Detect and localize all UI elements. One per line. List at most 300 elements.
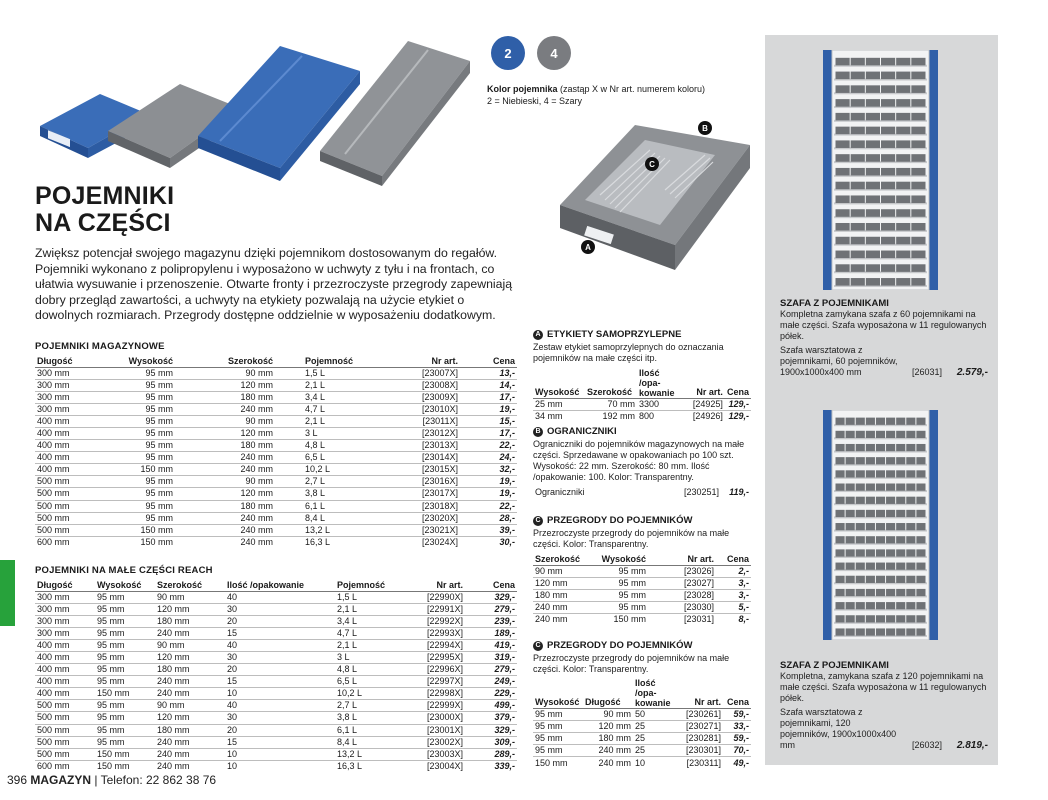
cell: 400 mm (35, 452, 105, 464)
cell: 4,8 L (275, 440, 365, 452)
dividers-section-1 (533, 515, 753, 625)
col-header: Nr art. (400, 579, 465, 591)
cell: 95 mm (95, 651, 155, 663)
cell: 95 mm (95, 712, 155, 724)
col-header: Cena (465, 579, 517, 591)
cell: 3,4 L (335, 615, 400, 627)
cell: 500 mm (35, 476, 105, 488)
cell: 150 mm (105, 464, 175, 476)
letter-c-icon: C (533, 641, 543, 651)
letter-c-icon: C (533, 516, 543, 526)
cell: 3 L (275, 427, 365, 439)
cell: 180 mm (175, 391, 275, 403)
cell: [23024X] (365, 536, 460, 548)
table-row (35, 536, 517, 548)
col-header: Długość (583, 678, 633, 709)
cell: 25 (633, 733, 681, 745)
price: 19,- (460, 476, 517, 488)
cell: 500 mm (35, 700, 95, 712)
cell: Ograniczniki (535, 486, 585, 497)
price: 19,- (460, 488, 517, 500)
price: 419,- (465, 639, 517, 651)
cell: 4,7 L (275, 403, 365, 415)
table-row (35, 700, 517, 712)
cell: 500 mm (35, 524, 105, 536)
cell: 300 mm (35, 627, 95, 639)
cell: 150 mm (95, 688, 155, 700)
cell: 10,2 L (335, 688, 400, 700)
price: 33,- (723, 721, 751, 733)
cell: [22990X] (400, 591, 465, 603)
cell: [22995X] (400, 651, 465, 663)
table-row (35, 415, 517, 427)
col-header: Nr art. (648, 553, 716, 565)
col-header-line: Ilość /opa- (635, 678, 657, 698)
cell: [23014X] (365, 452, 460, 464)
color-note-codes: 2 = Niebieski, 4 = Szary (487, 96, 583, 106)
table-row (35, 712, 517, 724)
price: 379,- (465, 712, 517, 724)
dividers-heading-2 (533, 640, 753, 651)
price: 279,- (465, 664, 517, 676)
price: 119,- (729, 486, 749, 497)
cell: 240 mm (175, 403, 275, 415)
cell: 40 (225, 591, 335, 603)
cell: 240 mm (533, 601, 588, 613)
cell: 95 mm (95, 700, 155, 712)
cell: 2,7 L (275, 476, 365, 488)
cell: 500 mm (35, 488, 105, 500)
cell: 3,4 L (275, 391, 365, 403)
cell: 120 mm (155, 651, 225, 663)
price: 22,- (460, 440, 517, 452)
price: 49,- (723, 757, 751, 769)
col-header-line: Ilość /opa- (638, 368, 661, 388)
col-header: Wysokość (588, 553, 648, 565)
cell: 25 (633, 721, 681, 733)
cabinet-2-info (780, 660, 990, 751)
title-line-1: POJEMNIKI (35, 182, 175, 210)
cell: [230251] (683, 486, 719, 497)
cell: 90 mm (583, 709, 633, 721)
price: 24,- (460, 452, 517, 464)
cell: 8,4 L (335, 736, 400, 748)
price: 3,- (716, 577, 751, 589)
cell: [23016X] (365, 476, 460, 488)
price: 229,- (465, 688, 517, 700)
labels-section (533, 329, 753, 423)
cell: 95 mm (95, 615, 155, 627)
dividers-heading-1 (533, 515, 753, 526)
cell: [22997X] (400, 676, 465, 688)
table-row (35, 627, 517, 639)
price: 339,- (465, 760, 517, 772)
stoppers-table (533, 486, 751, 498)
cell: 15 (225, 736, 335, 748)
bin-with-parts-image (555, 120, 755, 280)
table-row (533, 601, 751, 613)
price: 319,- (465, 651, 517, 663)
cell: [23010X] (365, 403, 460, 415)
cabinet-1-desc: Kompletna zamykana szafa z 60 pojemnikami na małe części. Szafa wyposażona w 11 regulowanych półek. (780, 309, 987, 341)
col-header: Długość (35, 355, 105, 367)
table-row (533, 486, 751, 498)
cell: [230261] (681, 709, 723, 721)
price: 59,- (723, 709, 751, 721)
dividers-table-1 (533, 553, 751, 625)
cabinet-1-art: [26031] (911, 367, 942, 377)
price: 309,- (465, 736, 517, 748)
cell: 240 mm (175, 536, 275, 548)
cell: 95 mm (95, 591, 155, 603)
cell: 10 (633, 757, 681, 769)
cell: 95 mm (533, 709, 583, 721)
cell: 90 mm (155, 639, 225, 651)
cell: 16,3 L (335, 760, 400, 772)
cell: 6,1 L (335, 724, 400, 736)
col-header: Cena (716, 553, 751, 565)
storage-bins-image (30, 36, 470, 186)
cell: 800 (637, 411, 685, 423)
cell: 95 mm (105, 367, 175, 379)
table-row (35, 603, 517, 615)
cell: 180 mm (175, 440, 275, 452)
col-header: Szerokość (175, 355, 275, 367)
stoppers-title: OGRANICZNIKI (547, 426, 617, 437)
col-header (637, 368, 685, 399)
cell: 95 mm (95, 736, 155, 748)
cell: 1,5 L (335, 591, 400, 603)
cell: [22991X] (400, 603, 465, 615)
stoppers-heading (533, 426, 753, 437)
labels-heading (533, 329, 753, 340)
title-line-2: NA CZĘŚCI (35, 209, 171, 237)
cell: 95 mm (95, 724, 155, 736)
col-header (633, 678, 681, 709)
cell: [23030] (648, 601, 716, 613)
cell: 150 mm (105, 524, 175, 536)
cell: 10,2 L (275, 464, 365, 476)
price: 17,- (460, 391, 517, 403)
cell: 240 mm (155, 676, 225, 688)
cell: 95 mm (105, 415, 175, 427)
cell: 15 (225, 676, 335, 688)
price: 499,- (465, 700, 517, 712)
table-row (35, 440, 517, 452)
cell: 400 mm (35, 464, 105, 476)
cell: 180 mm (533, 589, 588, 601)
cell: 20 (225, 724, 335, 736)
reach-bins-table (35, 579, 517, 772)
cell: 120 mm (175, 427, 275, 439)
table-row (35, 676, 517, 688)
callout-b: B (702, 124, 708, 133)
cell: 150 mm (588, 613, 648, 625)
cabinet-2-title: SZAFA Z POJEMNIKAMI (780, 660, 889, 671)
cell: 25 (633, 745, 681, 757)
col-header: Pojemność (335, 579, 400, 591)
col-header: Cena (723, 678, 751, 709)
table-row (35, 367, 517, 379)
price: 14,- (460, 379, 517, 391)
table-row (35, 639, 517, 651)
callout-a: A (585, 243, 591, 252)
price: 8,- (716, 613, 751, 625)
cell: [23017X] (365, 488, 460, 500)
cell: [23031] (648, 613, 716, 625)
color-note-text: (zastąp X w Nr art. numerem koloru) (557, 84, 706, 94)
col-header: Nr art. (365, 355, 460, 367)
cell: 2,7 L (335, 700, 400, 712)
footer-phone: | Telefon: 22 862 38 76 (94, 773, 217, 787)
cell: 90 mm (175, 415, 275, 427)
labels-desc: Zestaw etykiet samoprzylepnych do oznaczania pojemników na małe części itp. (533, 342, 724, 363)
labels-table (533, 368, 751, 423)
cell: [23011X] (365, 415, 460, 427)
cell: 240 mm (155, 736, 225, 748)
cell: 300 mm (35, 403, 105, 415)
cell: 2,1 L (335, 603, 400, 615)
cabinet-1-info (780, 298, 990, 378)
cell: 95 mm (105, 452, 175, 464)
cell: 13,2 L (335, 748, 400, 760)
cell: 20 (225, 615, 335, 627)
cell: 15 (225, 627, 335, 639)
price: 239,- (465, 615, 517, 627)
cabinet-1-title: SZAFA Z POJEMNIKAMI (780, 298, 889, 309)
table-row (35, 664, 517, 676)
cell: 240 mm (583, 757, 633, 769)
footer-section: MAGAZYN (30, 773, 92, 787)
cell: 6,1 L (275, 500, 365, 512)
price: 189,- (465, 627, 517, 639)
cell: [23020X] (365, 512, 460, 524)
cabinets-panel (765, 35, 998, 765)
table-header (35, 579, 517, 591)
col-header: Szerokość (155, 579, 225, 591)
table-row (533, 411, 751, 423)
cell: 6,5 L (275, 452, 365, 464)
cell: 90 mm (155, 591, 225, 603)
col-header: Cena (460, 355, 517, 367)
cell: 500 mm (35, 724, 95, 736)
table-row (35, 427, 517, 439)
color-badge-grey: 4 (537, 36, 571, 70)
cell: 30 (225, 603, 335, 615)
cell: 95 mm (588, 577, 648, 589)
table-row (35, 736, 517, 748)
table-row (35, 476, 517, 488)
cell: 2,1 L (335, 639, 400, 651)
cell: 95 mm (588, 601, 648, 613)
table-row (533, 565, 751, 577)
footer (7, 773, 216, 787)
cell: 10 (225, 688, 335, 700)
table-row (35, 688, 517, 700)
col-header-line: kowanie (638, 388, 675, 398)
cell: [23009X] (365, 391, 460, 403)
page-title (35, 183, 174, 237)
table-row (533, 589, 751, 601)
col-header: Wysokość (105, 355, 175, 367)
cell: 400 mm (35, 427, 105, 439)
cell: 120 mm (175, 488, 275, 500)
cabinet-60-image (823, 50, 938, 290)
section-tab (0, 560, 15, 626)
col-header: Szerokość (585, 368, 637, 399)
cabinet-2-art: [26032] (911, 740, 942, 750)
intro-text: Zwiększ potencjał swojego magazynu dzięki pojemnikom dostosowanym do regałów. Pojemniki wykonano z polipropylenu i wyposażono w uchwyty z tyłu i na frontach, co ułatwia wysuwanie i przenoszenie. Otwarte fronty i przezroczyste przegrody zapewniają dobry przegląd zawartości, a uchwyty na etykiety pozwalają na użycie etykiet o dowolnych rozmiarach. Przegrody dostępne oddzielnie w wyposażeniu dodatkowym. (35, 246, 513, 322)
cell: 95 mm (95, 664, 155, 676)
cell: 90 mm (155, 700, 225, 712)
cell: 8,4 L (275, 512, 365, 524)
cell: 95 mm (105, 512, 175, 524)
letter-a-icon: A (533, 330, 543, 340)
stoppers-section (533, 426, 753, 498)
cell: 150 mm (105, 536, 175, 548)
table-row (533, 399, 751, 411)
table-row (35, 524, 517, 536)
cell: 1,5 L (275, 367, 365, 379)
col-header: Długość (35, 579, 95, 591)
table-row (35, 391, 517, 403)
col-header: Wysokość (533, 678, 583, 709)
callout-c: C (649, 160, 655, 169)
cell: 4,8 L (335, 664, 400, 676)
cell: [230271] (681, 721, 723, 733)
cabinet-2-desc: Kompletna, zamykana szafa z 120 pojemnikami na małe części. Szafa wyposażona w 11 regulowanych półek. (780, 671, 987, 703)
cell: 300 mm (35, 379, 105, 391)
price: 30,- (460, 536, 517, 548)
price: 289,- (465, 748, 517, 760)
cell: [23012X] (365, 427, 460, 439)
cell: 300 mm (35, 615, 95, 627)
table-row (35, 500, 517, 512)
cell: [23007X] (365, 367, 460, 379)
price: 13,- (460, 367, 517, 379)
labels-title: ETYKIETY SAMOPRZYLEPNE (547, 329, 682, 340)
cell: 30 (225, 712, 335, 724)
cell: 95 mm (105, 440, 175, 452)
cell: [24925] (685, 399, 725, 411)
color-badge-blue: 2 (491, 36, 525, 70)
cell: 3 L (335, 651, 400, 663)
cell: 120 mm (583, 721, 633, 733)
cell: [22993X] (400, 627, 465, 639)
cell: 3300 (637, 399, 685, 411)
cell: 180 mm (155, 615, 225, 627)
cell: 95 mm (588, 589, 648, 601)
cell: 20 (225, 664, 335, 676)
cell: 50 (633, 709, 681, 721)
cell: [24926] (685, 411, 725, 423)
cell: 120 mm (155, 712, 225, 724)
table-row (35, 724, 517, 736)
cell: [23013X] (365, 440, 460, 452)
table-row (533, 745, 751, 757)
cell: 95 mm (105, 476, 175, 488)
cell: 95 mm (95, 676, 155, 688)
cabinet-2-spec: Szafa warsztatowa z pojemnikami, 120 pojemników, 1900x1000x400 mm (780, 707, 897, 750)
cell: 240 mm (175, 464, 275, 476)
table-row (533, 613, 751, 625)
cell: [23021X] (365, 524, 460, 536)
price: 2,- (716, 565, 751, 577)
cell: 95 mm (533, 733, 583, 745)
price: 59,- (723, 733, 751, 745)
cell: 600 mm (35, 760, 95, 772)
cell: 13,2 L (275, 524, 365, 536)
table-row (533, 733, 751, 745)
dividers-section-2 (533, 640, 753, 769)
cell: 10 (225, 760, 335, 772)
cell: [22996X] (400, 664, 465, 676)
table-row (533, 709, 751, 721)
price: 32,- (460, 464, 517, 476)
cell: 150 mm (533, 757, 583, 769)
dividers-title-1: PRZEGRODY DO POJEMNIKÓW (547, 515, 693, 526)
cell: 120 mm (533, 577, 588, 589)
storage-bins-section (35, 341, 517, 548)
cell: [23004X] (400, 760, 465, 772)
cell: 95 mm (588, 565, 648, 577)
cell: 90 mm (175, 476, 275, 488)
cell: 400 mm (35, 415, 105, 427)
cell: 240 mm (155, 627, 225, 639)
letter-b-icon: B (533, 427, 543, 437)
cell: 300 mm (35, 591, 95, 603)
cell: [23008X] (365, 379, 460, 391)
cell: 3,8 L (335, 712, 400, 724)
cell: 240 mm (155, 688, 225, 700)
cell: 180 mm (155, 664, 225, 676)
cell: 95 mm (105, 391, 175, 403)
cell: 500 mm (35, 712, 95, 724)
price: 39,- (460, 524, 517, 536)
price: 15,- (460, 415, 517, 427)
cell: 180 mm (583, 733, 633, 745)
col-header: Nr art. (685, 368, 725, 399)
cell: 40 (225, 700, 335, 712)
col-header-line: kowanie (635, 698, 671, 708)
dividers-desc-2: Przezroczyste przegrody do pojemników na małe części. Kolor: Transparentny. (533, 653, 730, 674)
cabinet-1-spec: Szafa warsztatowa z pojemnikami, 60 pojemników, 1900x1000x400 mm (780, 345, 898, 377)
col-header: Pojemność (275, 355, 365, 367)
cell: 2,1 L (275, 379, 365, 391)
price: 19,- (460, 403, 517, 415)
cell: 120 mm (155, 603, 225, 615)
cell: 150 mm (95, 760, 155, 772)
cell: 10 (225, 748, 335, 760)
cell: [22994X] (400, 639, 465, 651)
dividers-title-2: PRZEGRODY DO POJEMNIKÓW (547, 640, 693, 651)
cell: [23000X] (400, 712, 465, 724)
cell: 240 mm (533, 613, 588, 625)
cell: [230301] (681, 745, 723, 757)
cell: 2,1 L (275, 415, 365, 427)
cell: 500 mm (35, 748, 95, 760)
price: 249,- (465, 676, 517, 688)
table-row (35, 464, 517, 476)
cell: 34 mm (533, 411, 585, 423)
cell: 95 mm (105, 379, 175, 391)
cell: [230311] (681, 757, 723, 769)
cell: 95 mm (95, 627, 155, 639)
cell: 95 mm (105, 403, 175, 415)
cell: 240 mm (155, 748, 225, 760)
cell: 192 mm (585, 411, 637, 423)
table-row (35, 379, 517, 391)
